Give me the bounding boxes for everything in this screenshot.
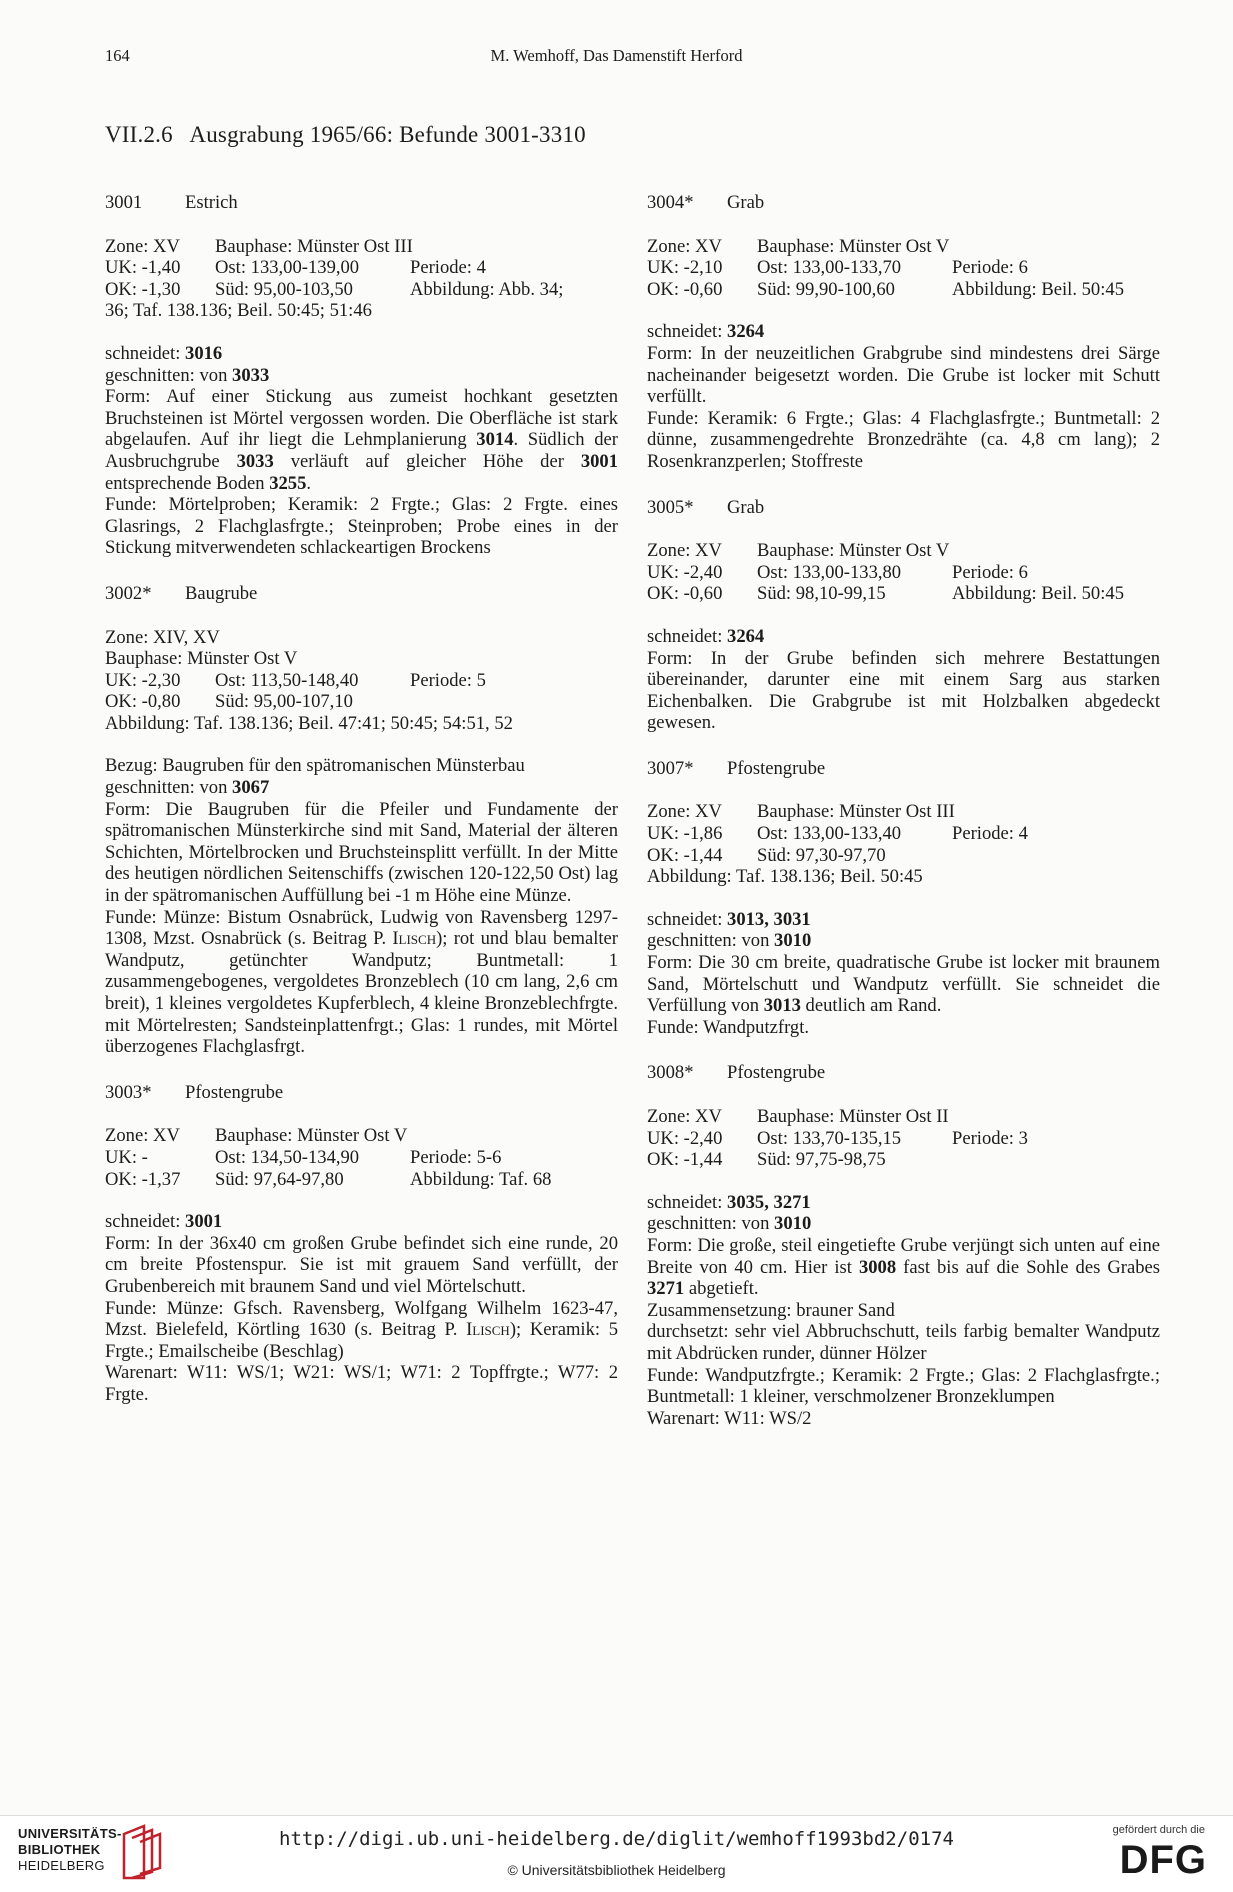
metadata-line bbox=[105, 1169, 618, 1191]
befund-reference: 3010 bbox=[774, 930, 812, 952]
section-title: VII.2.6 Ausgrabung 1965/66: Befunde 3001-3310 bbox=[105, 122, 586, 147]
copyright-text: © Universitätsbibliothek Heidelberg bbox=[507, 1862, 726, 1878]
text-run: Bezug: Baugruben für den spätromanischen Münsterbau bbox=[105, 755, 525, 777]
text-run: Form: Die Baugruben für die Pfeiler und Fundamente der spätromanischen Münsterkirche sind mit Sand, Material der älteren Schichten, Mörtelbrocken und Bruchsteinsplitt verfüllt. In der Mitte des heutigen nördlichen Seitenschiffs (zwischen 120-122,50 Ost) lag in der spätromanischen Auffüllung bei -1 m Höhe eine Münze. bbox=[105, 798, 618, 907]
entry-type: Estrich bbox=[185, 192, 238, 213]
entry-metadata bbox=[647, 1106, 1160, 1171]
befund-reference: 3033 bbox=[236, 450, 274, 472]
befund-reference: 3035, 3271 bbox=[727, 1191, 811, 1213]
metadata-field: 36; Taf. 138.136; Beil. 50:45; 51:46 bbox=[105, 300, 372, 322]
metadata-field: Abbildung: Taf. 68 bbox=[410, 1168, 552, 1190]
metadata-field: OK: -0,60 bbox=[647, 583, 723, 605]
metadata-field: Ost: 133,00-133,40 bbox=[757, 823, 902, 845]
metadata-line bbox=[105, 627, 618, 649]
metadata-line bbox=[647, 562, 1160, 584]
metadata-field: Abbildung: Abb. 34; bbox=[410, 278, 564, 300]
description-line bbox=[647, 1408, 1160, 1430]
text-run: durchsetzt: sehr viel Abbruchschutt, teils farbig bemalter Wandputz mit Abdrücken runder, dünner Hölzer bbox=[647, 1321, 1160, 1364]
befund-reference: 3264 bbox=[727, 625, 765, 647]
description-line bbox=[647, 1365, 1160, 1408]
text-run: Funde: Mörtelproben; Keramik: 2 Frgte.; Glas: 2 Frgte. eines Glasrings, 2 Flachglasfrgte.; Steinproben; Probe eines in der Stickung mitverwendeten schlackeartigen Brockens bbox=[105, 494, 618, 559]
metadata-line bbox=[647, 279, 1160, 301]
text-run: Zusammensetzung: brauner Sand bbox=[647, 1299, 895, 1321]
entry-type: Baugrube bbox=[185, 582, 258, 604]
text-run: ); Keramik: 5 Frgte.; Emailscheibe (Beschlag) bbox=[105, 1319, 618, 1362]
entry-description bbox=[647, 626, 1160, 734]
metadata-field: Periode: 3 bbox=[952, 1127, 1028, 1149]
metadata-field: Bauphase: Münster Ost V bbox=[757, 235, 950, 257]
running-title: M. Wemhoff, Das Damenstift Herford bbox=[490, 46, 743, 65]
metadata-field: UK: -1,40 bbox=[105, 257, 181, 279]
metadata-line bbox=[647, 823, 1160, 845]
entry-metadata bbox=[105, 1125, 618, 1190]
description-line bbox=[647, 408, 1160, 473]
metadata-field: Süd: 99,90-100,60 bbox=[757, 278, 895, 300]
text-run: schneidet: bbox=[647, 908, 728, 930]
description-line bbox=[105, 799, 618, 907]
metadata-field: Zone: XV bbox=[105, 235, 180, 257]
entry-description bbox=[105, 343, 618, 559]
metadata-line bbox=[105, 713, 618, 735]
entry-heading bbox=[105, 1082, 618, 1104]
metadata-line bbox=[647, 540, 1160, 562]
text-run: Form: Die 30 cm breite, quadratische Grube ist locker mit braunem Sand, Mörtelschutt und Wandputz verfüllt. Sie schneidet die Verfüllung von bbox=[647, 952, 1160, 1017]
text-run: ); rot und blau bemalter Wandputz, getünchter Wandputz; Buntmetall: 1 zusammengebogenes, vergoldetes Bronzeblech (10 cm lang, 2,6 cm breit), 1 kleines vergoldetes Kupferblech, 4 kleine Bronzeblechfrgte. mit Mörtelresten; Sandsteinplattenfrgt.; Glas: 1 rundes, mit Mörtel überzogenes Flachglasfrgt. bbox=[105, 928, 618, 1058]
left-column bbox=[105, 192, 618, 1430]
metadata-field: OK: -0,60 bbox=[647, 278, 723, 300]
entry-metadata bbox=[105, 627, 618, 735]
entry-description bbox=[647, 1192, 1160, 1430]
metadata-field: UK: -1,86 bbox=[647, 823, 723, 845]
metadata-field: Periode: 6 bbox=[952, 257, 1028, 279]
befund-entry bbox=[647, 192, 1160, 473]
text-run: entsprechende Boden bbox=[105, 472, 270, 494]
library-name-line1: UNIVERSITÄTS- bbox=[18, 1826, 122, 1841]
text-run: geschnitten: von bbox=[647, 1213, 775, 1235]
befund-entry bbox=[647, 497, 1160, 734]
befund-reference: 3001 bbox=[580, 450, 619, 472]
description-line bbox=[647, 321, 1160, 343]
funding-caption: gefördert durch die bbox=[1112, 1824, 1205, 1836]
text-run: Warenart: W11: WS/2 bbox=[647, 1407, 812, 1429]
metadata-line bbox=[647, 1128, 1160, 1150]
text-run: Funde: Wandputzfrgt. bbox=[647, 1016, 810, 1038]
metadata-field: Süd: 98,10-99,15 bbox=[757, 583, 886, 605]
description-line bbox=[647, 952, 1160, 1017]
metadata-field: OK: -1,44 bbox=[647, 844, 723, 866]
metadata-field: Abbildung: Taf. 138.136; Beil. 50:45 bbox=[647, 866, 923, 888]
befund-reference: 3008 bbox=[858, 1256, 897, 1278]
metadata-line bbox=[105, 691, 618, 713]
text-run: Funde: Münze: Bistum Osnabrück, Ludwig von Ravensberg 1297-1308, Mzst. Osnabrück (s. Beitrag P. bbox=[105, 906, 618, 950]
text-run: schneidet: bbox=[647, 321, 728, 343]
text-run: Funde: Wandputzfrgte.; Keramik: 2 Frgte.; Glas: 2 Flachglasfrgte.; Buntmetall: 1 kleiner, verschmolzener Bronzeklumpen bbox=[647, 1364, 1160, 1408]
description-line bbox=[105, 777, 618, 799]
metadata-line bbox=[105, 257, 618, 279]
description-line bbox=[647, 1235, 1160, 1300]
description-line bbox=[105, 1233, 618, 1298]
befund-reference: 3264 bbox=[727, 321, 765, 343]
text-run: Form: Auf einer Stickung aus zumeist hochkant gesetzten Bruchsteinen ist Mörtel vergossen worden. Die Oberfläche ist stark abgelaufen. Auf ihr liegt die Lehmplanierung bbox=[105, 386, 618, 451]
description-line bbox=[105, 494, 618, 559]
page-header bbox=[0, 46, 1233, 74]
befund-reference: 3016 bbox=[185, 342, 223, 364]
entry-number: 3005* bbox=[647, 496, 694, 518]
description-line bbox=[105, 1211, 618, 1233]
metadata-field: Zone: XV bbox=[647, 801, 722, 823]
entry-number: 3002* bbox=[105, 582, 152, 604]
metadata-field: UK: -2,40 bbox=[647, 1127, 723, 1149]
text-run: verläuft auf gleicher Höhe der bbox=[273, 450, 581, 472]
befund-reference: 3013 bbox=[763, 995, 801, 1017]
metadata-field: UK: -2,10 bbox=[647, 257, 723, 279]
entry-heading bbox=[647, 192, 1160, 214]
entry-description bbox=[105, 755, 618, 1057]
library-name-line2: BIBLIOTHEK bbox=[18, 1842, 101, 1857]
befund-reference: 3014 bbox=[476, 429, 514, 451]
entry-type: Pfostengrube bbox=[727, 1062, 826, 1084]
page-number: 164 bbox=[105, 46, 130, 65]
metadata-field: Periode: 4 bbox=[952, 823, 1028, 845]
metadata-line bbox=[105, 300, 618, 322]
metadata-line bbox=[105, 648, 618, 670]
text-run: geschnitten: von bbox=[105, 364, 233, 386]
description-line bbox=[647, 1213, 1160, 1235]
befund-entry bbox=[647, 1062, 1160, 1429]
description-line bbox=[105, 1298, 618, 1363]
dfg-logo[interactable]: DFG bbox=[1119, 1838, 1207, 1882]
metadata-field: Zone: XV bbox=[647, 540, 722, 562]
entry-type: Pfostengrube bbox=[727, 757, 826, 779]
entry-metadata bbox=[647, 540, 1160, 605]
text-run: schneidet: bbox=[105, 1211, 186, 1233]
text-run: Form: In der 36x40 cm großen Grube befindet sich eine runde, 20 cm breite Pfostenspur. Sie ist mit grauem Sand verfüllt, der Grubenbereich mit braunem Sand und viel Mörtelschutt. bbox=[105, 1232, 618, 1297]
metadata-line bbox=[647, 866, 1160, 888]
entry-description bbox=[105, 1211, 618, 1405]
description-line bbox=[647, 626, 1160, 648]
description-line bbox=[647, 1017, 1160, 1039]
entry-number: 3001 bbox=[105, 192, 143, 213]
text-run: Funde: Keramik: 6 Frgte.; Glas: 4 Flachglasfrgte.; Buntmetall: 2 dünne, zusammengedrehte Bronzedrähte (ca. 4,8 cm lang); 2 Rosenkranzperlen; Stoffreste bbox=[647, 407, 1160, 472]
description-line bbox=[647, 648, 1160, 734]
metadata-field: UK: -2,40 bbox=[647, 561, 723, 583]
metadata-field: Bauphase: Münster Ost V bbox=[105, 648, 298, 670]
metadata-field: Periode: 4 bbox=[410, 257, 486, 279]
metadata-field: Bauphase: Münster Ost V bbox=[215, 1125, 408, 1147]
befund-entry bbox=[647, 758, 1160, 1039]
text-run: Funde: Münze: Gfsch. Ravensberg, Wolfgang Wilhelm 1623-47, Mzst. Bielefeld, Körtling 1630 (s. Beitrag P. bbox=[105, 1297, 618, 1341]
entry-metadata bbox=[647, 236, 1160, 301]
metadata-line bbox=[105, 1147, 618, 1169]
metadata-line bbox=[105, 236, 618, 258]
metadata-field: Zone: XIV, XV bbox=[105, 626, 220, 648]
metadata-field: Süd: 95,00-103,50 bbox=[215, 278, 353, 300]
text-run: . Südlich der Ausbruchgrube bbox=[105, 429, 618, 472]
metadata-field: OK: -1,44 bbox=[647, 1149, 723, 1171]
description-line bbox=[105, 755, 618, 777]
entry-heading bbox=[647, 1062, 1160, 1084]
entry-heading bbox=[647, 758, 1160, 780]
metadata-field: Abbildung: Taf. 138.136; Beil. 47:41; 50:45; 54:51, 52 bbox=[105, 712, 513, 734]
befund-reference: 3067 bbox=[232, 777, 270, 799]
text-run: fast bis auf die Sohle des Grabes bbox=[896, 1256, 1161, 1278]
metadata-field: Bauphase: Münster Ost III bbox=[757, 801, 955, 823]
citation-link[interactable]: http://digi.ub.uni-heidelberg.de/diglit/wemhoff1993bd2/0174 bbox=[279, 1828, 954, 1850]
metadata-field: Ost: 133,00-133,80 bbox=[757, 561, 902, 583]
metadata-field: Periode: 5 bbox=[410, 669, 486, 691]
text-run: . bbox=[306, 472, 312, 494]
text-run: Warenart: W11: WS/1; W21: WS/1; W71: 2 Topffrgte.; W77: 2 Frgte. bbox=[105, 1362, 618, 1405]
metadata-field: Bauphase: Münster Ost III bbox=[215, 235, 413, 257]
befund-reference: 3255 bbox=[269, 472, 307, 494]
author-name: Ilisch bbox=[392, 928, 437, 950]
description-line bbox=[105, 365, 618, 387]
metadata-field: Süd: 97,30-97,70 bbox=[757, 844, 886, 866]
description-line bbox=[105, 343, 618, 365]
metadata-field: OK: -0,80 bbox=[105, 691, 181, 713]
metadata-field: Süd: 97,75-98,75 bbox=[757, 1149, 886, 1171]
metadata-field: UK: - bbox=[105, 1146, 148, 1168]
text-run: schneidet: bbox=[647, 1191, 728, 1213]
description-line bbox=[105, 386, 618, 494]
metadata-line bbox=[647, 583, 1160, 605]
library-name-line3: HEIDELBERG bbox=[18, 1858, 105, 1873]
metadata-field: Abbildung: Beil. 50:45 bbox=[952, 278, 1124, 300]
text-run: geschnitten: von bbox=[105, 777, 233, 799]
metadata-field: Ost: 133,70-135,15 bbox=[757, 1127, 902, 1149]
metadata-field: Abbildung: Beil. 50:45 bbox=[952, 583, 1124, 605]
author-name: Ilisch bbox=[466, 1319, 510, 1341]
description-line bbox=[647, 1300, 1160, 1322]
befund-entry bbox=[105, 192, 618, 559]
metadata-field: Zone: XV bbox=[647, 1106, 722, 1127]
metadata-field: Zone: XV bbox=[647, 235, 722, 257]
entry-type: Grab bbox=[727, 496, 765, 518]
entry-number: 3004* bbox=[647, 192, 694, 213]
entry-type: Grab bbox=[727, 192, 765, 213]
metadata-line bbox=[105, 670, 618, 692]
description-line bbox=[647, 1192, 1160, 1214]
metadata-line bbox=[647, 1106, 1160, 1128]
befund-entry bbox=[105, 583, 618, 1058]
entry-number: 3007* bbox=[647, 757, 694, 779]
metadata-field: Periode: 5-6 bbox=[410, 1146, 502, 1168]
entry-number: 3003* bbox=[105, 1081, 152, 1103]
description-line bbox=[647, 1321, 1160, 1364]
befund-reference: 3033 bbox=[232, 364, 270, 386]
metadata-field: UK: -2,30 bbox=[105, 669, 181, 691]
metadata-line bbox=[105, 279, 618, 301]
description-line bbox=[647, 930, 1160, 952]
entry-number: 3008* bbox=[647, 1062, 694, 1084]
metadata-line bbox=[647, 257, 1160, 279]
text-run: Form: In der neuzeitlichen Grabgrube sind mindestens drei Särge nacheinander beigesetzt worden. Die Grube ist locker mit Schutt verfüllt. bbox=[647, 342, 1160, 408]
entry-description bbox=[647, 909, 1160, 1039]
metadata-field: Zone: XV bbox=[105, 1125, 180, 1147]
entry-heading bbox=[105, 192, 618, 214]
text-run: schneidet: bbox=[647, 625, 728, 647]
text-run: deutlich am Rand. bbox=[800, 995, 942, 1017]
metadata-line bbox=[647, 1149, 1160, 1171]
entry-type: Pfostengrube bbox=[185, 1081, 284, 1103]
metadata-line bbox=[647, 236, 1160, 258]
metadata-field: Ost: 133,00-139,00 bbox=[215, 257, 360, 279]
befund-reference: 3013, 3031 bbox=[727, 908, 811, 930]
befund-reference: 3010 bbox=[774, 1213, 812, 1235]
befund-reference: 3001 bbox=[185, 1211, 223, 1233]
befund-entry bbox=[105, 1082, 618, 1406]
entry-description bbox=[647, 321, 1160, 472]
description-line bbox=[647, 909, 1160, 931]
metadata-field: Ost: 113,50-148,40 bbox=[215, 669, 359, 691]
metadata-field: Periode: 6 bbox=[952, 561, 1028, 583]
entry-metadata bbox=[105, 236, 618, 322]
description-line bbox=[105, 907, 618, 1058]
entry-metadata bbox=[647, 801, 1160, 887]
text-run: geschnitten: von bbox=[647, 930, 775, 952]
right-column bbox=[647, 192, 1160, 1453]
metadata-line bbox=[647, 801, 1160, 823]
footer-bar bbox=[0, 1815, 1233, 1892]
entry-heading bbox=[647, 497, 1160, 519]
text-run: schneidet: bbox=[105, 342, 186, 364]
metadata-line bbox=[647, 845, 1160, 867]
description-line bbox=[105, 1362, 618, 1405]
text-run: Form: In der Grube befinden sich mehrere Bestattungen übereinander, darunter eine mit einem Sarg aus starken Eichenbalken. Die Grabgrube ist mit Holzbalken abgedeckt gewesen. bbox=[647, 647, 1160, 734]
description-line bbox=[647, 343, 1160, 408]
metadata-field: OK: -1,30 bbox=[105, 278, 181, 300]
metadata-field: OK: -1,37 bbox=[105, 1168, 181, 1190]
metadata-line bbox=[105, 1125, 618, 1147]
metadata-field: Ost: 134,50-134,90 bbox=[215, 1146, 360, 1168]
entry-heading bbox=[105, 583, 618, 605]
text-run: abgetieft. bbox=[684, 1278, 759, 1300]
metadata-field: Süd: 97,64-97,80 bbox=[215, 1168, 344, 1190]
metadata-field: Süd: 95,00-107,10 bbox=[215, 691, 353, 713]
metadata-field: Bauphase: Münster Ost II bbox=[757, 1106, 949, 1127]
befund-reference: 3271 bbox=[647, 1278, 685, 1300]
metadata-field: Ost: 133,00-133,70 bbox=[757, 257, 902, 279]
text-run: Form: Die große, steil eingetiefte Grube verjüngt sich unten auf eine Breite von 40 cm. Hier ist bbox=[647, 1234, 1160, 1278]
metadata-field: Bauphase: Münster Ost V bbox=[757, 540, 950, 562]
